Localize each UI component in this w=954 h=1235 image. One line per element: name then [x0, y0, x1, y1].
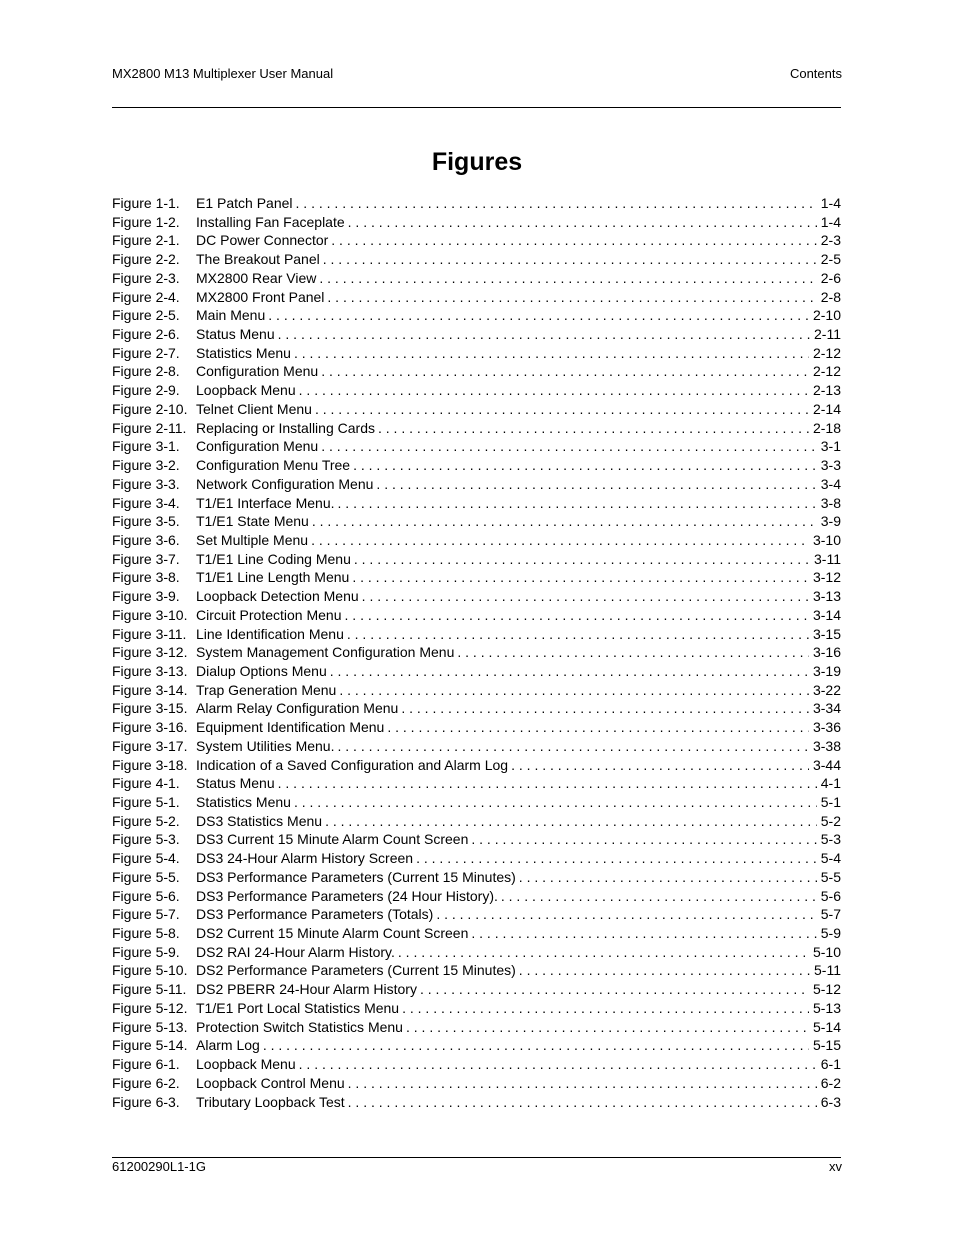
- dot-leader: [334, 737, 808, 756]
- dot-leader: [342, 606, 809, 625]
- dot-leader: [350, 456, 817, 475]
- dot-leader: [395, 943, 809, 962]
- toc-entry[interactable]: [112, 737, 841, 756]
- footer-rule: [112, 1157, 841, 1158]
- dot-leader: [345, 213, 817, 232]
- toc-entry[interactable]: [112, 905, 841, 924]
- figure-number: Figure 3-13.: [112, 662, 188, 679]
- figure-number: Figure 2-6.: [112, 326, 180, 343]
- toc-entry[interactable]: [112, 774, 841, 793]
- dot-leader: [291, 793, 817, 812]
- dot-leader: [275, 774, 817, 793]
- toc-entry[interactable]: [112, 437, 841, 456]
- figure-number: Figure 3-6.: [112, 531, 180, 548]
- header-rule: [112, 107, 841, 108]
- figure-number: Figure 2-9.: [112, 382, 180, 399]
- toc-entry[interactable]: [112, 306, 841, 325]
- dot-leader: [359, 587, 809, 606]
- toc-entry[interactable]: [112, 1018, 841, 1037]
- figure-number: Figure 5-4.: [112, 850, 180, 867]
- figure-page: 1-4: [820, 213, 841, 230]
- dot-leader: [293, 194, 817, 213]
- dot-leader: [291, 344, 809, 363]
- figure-page: 1-4: [820, 195, 841, 211]
- figure-page: 2-5: [820, 251, 841, 268]
- toc-entry[interactable]: [112, 531, 841, 550]
- figure-title: Equipment Identification Menu: [196, 719, 385, 736]
- figure-page: 6-3: [820, 1093, 841, 1110]
- figure-title: Set Multiple Menu: [196, 531, 309, 548]
- figure-page: 5-2: [820, 812, 841, 829]
- running-header-title: MX2800 M13 Multiplexer User Manual: [112, 66, 334, 81]
- figure-page: 2-10: [812, 307, 841, 324]
- toc-entry[interactable]: [112, 681, 841, 700]
- figure-number: Figure 3-8.: [112, 569, 180, 586]
- figure-title: Tributary Loopback Test: [196, 1093, 345, 1110]
- figure-page: 3-9: [820, 513, 841, 530]
- figure-title: Network Configuration Menu: [196, 475, 374, 492]
- figure-title: Protection Switch Statistics Menu: [196, 1018, 403, 1035]
- figure-number: Figure 1-2.: [112, 213, 180, 230]
- figure-page: 3-16: [812, 644, 841, 661]
- dot-leader: [322, 812, 817, 831]
- figure-title: Statistics Menu: [196, 344, 291, 361]
- figure-title: Loopback Menu: [196, 382, 296, 399]
- toc-entry[interactable]: [112, 980, 841, 999]
- figure-number: Figure 3-3.: [112, 475, 180, 492]
- toc-entry[interactable]: [112, 512, 841, 531]
- dot-leader: [320, 250, 817, 269]
- figure-number: Figure 5-12.: [112, 999, 188, 1016]
- figure-number: Figure 5-7.: [112, 906, 180, 923]
- toc-entry[interactable]: [112, 194, 841, 213]
- figure-title: The Breakout Panel: [196, 251, 320, 268]
- figure-number: Figure 3-15.: [112, 700, 188, 717]
- toc-entry[interactable]: [112, 887, 841, 906]
- toc-entry[interactable]: [112, 288, 841, 307]
- figure-number: Figure 5-10.: [112, 962, 188, 979]
- dot-leader: [398, 699, 809, 718]
- dot-leader: [296, 381, 809, 400]
- figure-title: Replacing or Installing Cards: [196, 419, 375, 436]
- dot-leader: [335, 494, 817, 513]
- figure-page: 5-1: [820, 794, 841, 810]
- dot-leader: [384, 718, 809, 737]
- figure-title: T1/E1 Port Local Statistics Menu: [196, 999, 400, 1016]
- toc-entry[interactable]: [112, 362, 841, 381]
- figure-page: 3-19: [812, 662, 841, 679]
- toc-entry[interactable]: [112, 643, 841, 662]
- figure-title: T1/E1 State Menu: [196, 513, 309, 530]
- dot-leader: [373, 475, 816, 494]
- figure-page: 3-4: [820, 475, 841, 492]
- figure-page: 3-36: [812, 719, 841, 736]
- dot-leader: [433, 905, 816, 924]
- figure-page: 5-9: [820, 925, 841, 942]
- toc-entry[interactable]: [112, 494, 841, 513]
- figure-number: Figure 5-3.: [112, 831, 180, 848]
- figure-title: Dialup Options Menu: [196, 662, 327, 679]
- toc-entry[interactable]: [112, 943, 841, 962]
- figure-number: Figure 2-8.: [112, 363, 180, 380]
- figure-page: 2-13: [812, 382, 841, 399]
- figure-title: Loopback Detection Menu: [196, 588, 359, 605]
- figure-number: Figure 3-17.: [112, 737, 188, 754]
- figure-page: 3-15: [812, 625, 841, 642]
- figure-title: DS3 Statistics Menu: [196, 812, 323, 829]
- figure-page: 5-11: [814, 962, 841, 979]
- figure-number: Figure 3-1.: [112, 438, 180, 455]
- figure-page: 5-13: [812, 999, 841, 1016]
- figure-page: 3-34: [812, 700, 841, 717]
- figure-number: Figure 6-2.: [112, 1074, 180, 1091]
- figure-title: Loopback Menu: [196, 1056, 296, 1073]
- figure-page: 3-13: [812, 588, 841, 605]
- figure-page: 3-44: [812, 756, 841, 773]
- dot-leader: [312, 400, 809, 419]
- toc-entry[interactable]: [112, 344, 841, 363]
- figure-number: Figure 2-3.: [112, 269, 180, 286]
- toc-entry[interactable]: [112, 699, 841, 718]
- dot-leader: [516, 868, 817, 887]
- figure-number: Figure 6-1.: [112, 1056, 180, 1073]
- dot-leader: [336, 681, 809, 700]
- figure-page: 2-3: [820, 232, 841, 249]
- figure-number: Figure 3-4.: [112, 494, 180, 511]
- toc-entry[interactable]: [112, 1055, 841, 1074]
- figure-title: E1 Patch Panel: [196, 195, 293, 211]
- dot-leader: [508, 756, 809, 775]
- figure-title: Configuration Menu: [196, 438, 319, 455]
- figure-number: Figure 2-10.: [112, 400, 188, 417]
- toc-entry[interactable]: [112, 662, 841, 681]
- dot-leader: [324, 288, 816, 307]
- figure-title: DS3 Performance Parameters (Current 15 Minutes): [196, 868, 516, 885]
- toc-entry[interactable]: [112, 231, 841, 250]
- dot-leader: [308, 531, 809, 550]
- figure-title: System Utilities Menu.: [196, 737, 335, 754]
- figure-title: DS2 PBERR 24-Hour Alarm History: [196, 981, 417, 998]
- dot-leader: [327, 662, 809, 681]
- figure-title: DS3 Performance Parameters (24 Hour History).: [196, 887, 498, 904]
- figure-number: Figure 2-7.: [112, 344, 180, 361]
- figure-number: Figure 2-2.: [112, 251, 180, 268]
- toc-entry[interactable]: [112, 1036, 841, 1055]
- figure-page: 5-10: [812, 943, 841, 960]
- dot-leader: [349, 568, 809, 587]
- figure-page: 2-14: [812, 400, 841, 417]
- running-header-section: Contents: [789, 66, 842, 81]
- figure-page: 5-5: [820, 868, 841, 885]
- dot-leader: [498, 887, 817, 906]
- toc-entry[interactable]: [112, 849, 841, 868]
- figure-title: T1/E1 Line Coding Menu: [196, 550, 351, 567]
- figure-number: Figure 5-14.: [112, 1037, 188, 1054]
- dot-leader: [403, 1018, 809, 1037]
- figure-page: 5-14: [812, 1018, 841, 1035]
- figure-number: Figure 5-1.: [112, 794, 180, 810]
- dot-leader: [351, 550, 810, 569]
- figure-page: 3-1: [820, 438, 841, 455]
- figure-title: Indication of a Saved Configuration and Alarm Log: [196, 756, 509, 773]
- figure-page: 5-7: [820, 906, 841, 923]
- figure-page: 2-6: [820, 269, 841, 286]
- toc-entry[interactable]: [112, 924, 841, 943]
- figure-page: 4-1: [820, 775, 841, 792]
- figure-number: Figure 3-7.: [112, 550, 180, 567]
- toc-entry[interactable]: [112, 868, 841, 887]
- figure-title: DS3 Performance Parameters (Totals): [196, 906, 434, 923]
- figure-title: DC Power Connector: [196, 232, 329, 249]
- figure-list: [112, 194, 841, 1111]
- figure-page: 5-15: [812, 1037, 841, 1054]
- figure-title: DS2 Current 15 Minute Alarm Count Screen: [196, 925, 469, 942]
- toc-entry[interactable]: [112, 625, 841, 644]
- dot-leader: [296, 1055, 817, 1074]
- figure-page: 5-12: [812, 981, 841, 998]
- figure-number: Figure 3-9.: [112, 588, 180, 605]
- figure-page: 2-12: [812, 363, 841, 380]
- figure-page: 2-12: [812, 344, 841, 361]
- figure-page: 3-10: [812, 531, 841, 548]
- dot-leader: [328, 231, 816, 250]
- toc-entry[interactable]: [112, 606, 841, 625]
- figure-title: MX2800 Front Panel: [196, 288, 325, 305]
- figure-title: System Management Configuration Menu: [196, 644, 455, 661]
- dot-leader: [375, 419, 809, 438]
- figure-title: Configuration Menu Tree: [196, 457, 351, 474]
- figure-number: Figure 5-11.: [112, 981, 187, 998]
- figure-number: Figure 6-3.: [112, 1093, 180, 1110]
- toc-entry[interactable]: [112, 1074, 841, 1093]
- figure-page: 2-11: [814, 326, 841, 343]
- toc-entry[interactable]: [112, 961, 841, 980]
- toc-entry[interactable]: [112, 999, 841, 1018]
- toc-entry[interactable]: [112, 381, 841, 400]
- figure-page: 6-1: [820, 1056, 841, 1073]
- toc-entry[interactable]: [112, 419, 841, 438]
- figure-title: Alarm Relay Configuration Menu: [196, 700, 399, 717]
- dot-leader: [345, 1093, 817, 1112]
- figure-page: 2-8: [820, 288, 841, 305]
- dot-leader: [417, 980, 809, 999]
- figure-page: 5-4: [820, 850, 841, 867]
- figure-number: Figure 5-2.: [112, 812, 180, 829]
- figure-title: Statistics Menu: [196, 794, 291, 810]
- figure-title: Circuit Protection Menu: [196, 606, 342, 623]
- figure-title: Telnet Client Menu: [196, 400, 312, 417]
- dot-leader: [413, 849, 817, 868]
- dot-leader: [454, 643, 809, 662]
- toc-entry[interactable]: [112, 475, 841, 494]
- figure-page: 3-8: [820, 494, 841, 511]
- dot-leader: [318, 362, 809, 381]
- dot-leader: [318, 437, 817, 456]
- dot-leader: [344, 625, 809, 644]
- toc-entry[interactable]: [112, 793, 841, 812]
- toc-entry[interactable]: [112, 718, 841, 737]
- figure-number: Figure 3-16.: [112, 719, 188, 736]
- document-number: 61200290L1-1G: [112, 1159, 206, 1174]
- figure-number: Figure 5-13.: [112, 1018, 188, 1035]
- figure-page: 3-14: [812, 606, 841, 623]
- dot-leader: [468, 924, 816, 943]
- figure-page: 3-3: [820, 457, 841, 474]
- figure-page: 3-12: [812, 569, 841, 586]
- toc-entry[interactable]: [112, 1093, 841, 1112]
- figure-title: Configuration Menu: [196, 363, 319, 380]
- figure-number: Figure 2-4.: [112, 288, 180, 305]
- figure-number: Figure 5-8.: [112, 925, 180, 942]
- toc-entry[interactable]: [112, 400, 841, 419]
- figure-page: 3-11: [814, 550, 841, 567]
- figure-title: DS2 Performance Parameters (Current 15 Minutes): [196, 962, 516, 979]
- figure-title: Status Menu: [196, 326, 275, 343]
- figure-number: Figure 5-5.: [112, 868, 180, 885]
- figure-number: Figure 2-11.: [112, 419, 187, 436]
- figure-number: Figure 1-1.: [112, 195, 180, 211]
- dot-leader: [345, 1074, 817, 1093]
- figure-title: MX2800 Rear View: [196, 269, 317, 286]
- figure-number: Figure 5-9.: [112, 943, 180, 960]
- figure-title: Main Menu: [196, 307, 266, 324]
- figure-page: 5-6: [820, 887, 841, 904]
- figure-page: 6-2: [820, 1074, 841, 1091]
- figure-title: Installing Fan Faceplate: [196, 213, 345, 230]
- figure-number: Figure 4-1.: [112, 775, 180, 792]
- figure-page: 2-18: [812, 419, 841, 436]
- figure-title: T1/E1 Interface Menu.: [196, 494, 335, 511]
- dot-leader: [399, 999, 809, 1018]
- figure-title: Trap Generation Menu: [196, 681, 337, 698]
- toc-entry[interactable]: [112, 830, 841, 849]
- figure-title: Alarm Log: [196, 1037, 260, 1054]
- toc-entry[interactable]: [112, 456, 841, 475]
- toc-entry[interactable]: [112, 756, 841, 775]
- figure-number: Figure 2-5.: [112, 307, 180, 324]
- figure-number: Figure 3-5.: [112, 513, 180, 530]
- toc-entry[interactable]: [112, 269, 841, 288]
- dot-leader: [260, 1036, 809, 1055]
- figure-title: Loopback Control Menu: [196, 1074, 345, 1091]
- figure-number: Figure 3-18.: [112, 756, 188, 773]
- dot-leader: [316, 269, 816, 288]
- toc-entry[interactable]: [112, 568, 841, 587]
- toc-entry[interactable]: [112, 550, 841, 569]
- page-number: xv: [829, 1159, 842, 1174]
- figure-number: Figure 3-12.: [112, 644, 188, 661]
- figure-number: Figure 3-10.: [112, 606, 188, 623]
- figure-page: 3-38: [812, 737, 841, 754]
- figure-title: Line Identification Menu: [196, 625, 344, 642]
- figure-number: Figure 3-2.: [112, 457, 180, 474]
- toc-entry[interactable]: [112, 587, 841, 606]
- figure-number: Figure 3-14.: [112, 681, 188, 698]
- figure-number: Figure 3-11.: [112, 625, 187, 642]
- figure-title: DS2 RAI 24-Hour Alarm History.: [196, 943, 395, 960]
- dot-leader: [309, 512, 817, 531]
- figure-title: Status Menu: [196, 775, 275, 792]
- figure-number: Figure 5-6.: [112, 887, 180, 904]
- toc-entry[interactable]: [112, 213, 841, 232]
- dot-leader: [468, 830, 816, 849]
- figure-number: Figure 2-1.: [112, 232, 180, 249]
- toc-entry[interactable]: [112, 250, 841, 269]
- figure-title: DS3 24-Hour Alarm History Screen: [196, 850, 414, 867]
- figure-page: 5-3: [820, 831, 841, 848]
- dot-leader: [275, 325, 810, 344]
- dot-leader: [516, 961, 810, 980]
- figure-page: 3-22: [812, 681, 841, 698]
- toc-entry[interactable]: [112, 325, 841, 344]
- dot-leader: [265, 306, 809, 325]
- figure-title: DS3 Current 15 Minute Alarm Count Screen: [196, 831, 469, 848]
- toc-entry[interactable]: [112, 812, 841, 831]
- page-title: Figures: [431, 147, 523, 176]
- figure-title: T1/E1 Line Length Menu: [196, 569, 350, 586]
